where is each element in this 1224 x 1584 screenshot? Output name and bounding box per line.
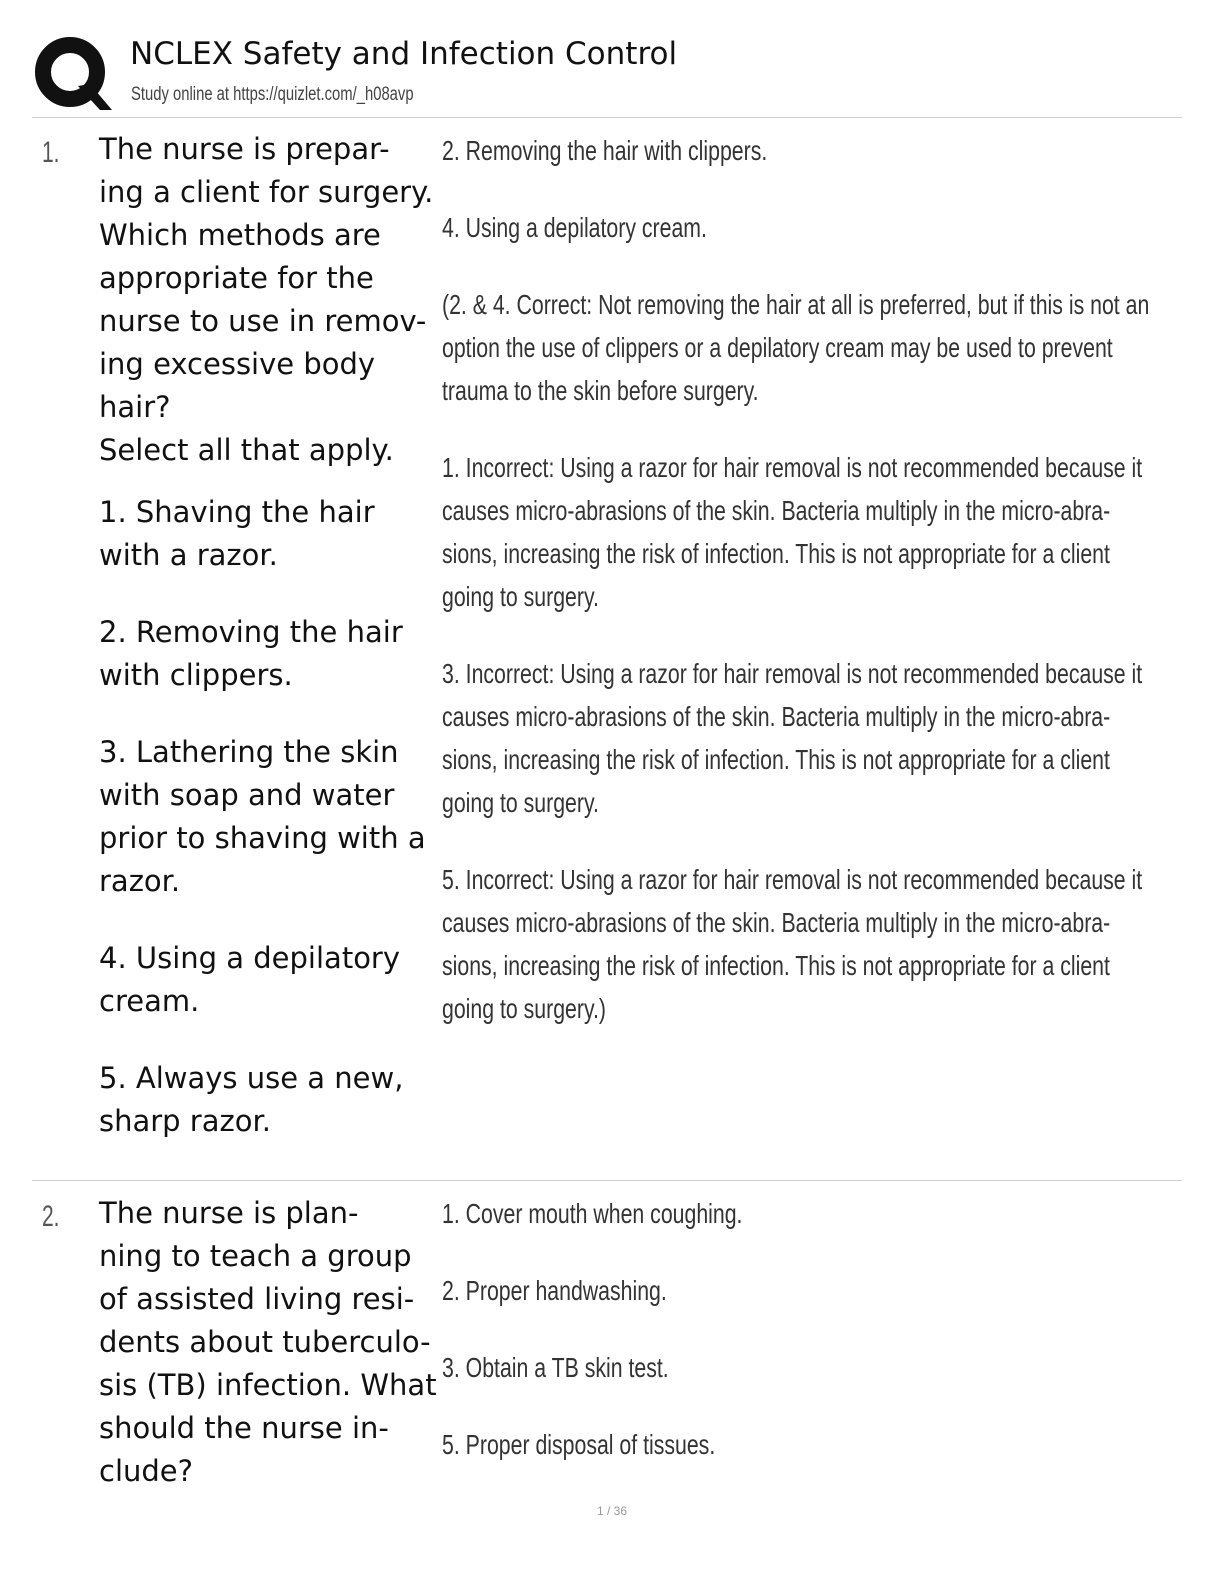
term-line: Select all that apply. [99,433,394,467]
term-line: should the nurse in- [99,1411,389,1445]
term-option: 1. Shaving the hair [99,495,375,529]
definition-paragraph: (2. & 4. Correct: Not removing the hair at all is preferred, but if this is not an option the use of clippers or a depilatory cream may be used to prevent trauma to the skin before surgery. [442,289,1150,406]
definition-paragraph: 3. Obtain a TB skin test. [442,1352,669,1383]
term-line: razor. [99,864,181,898]
term-line: with soap and water [99,778,395,812]
term-option: 4. Using a depilatory [99,941,401,975]
term-line: sis (TB) infection. What [99,1368,437,1402]
study-online-link[interactable]: Study online at https://quizlet.com/_h08avp [131,84,414,105]
card-term [99,128,439,1143]
card-number: 2. [42,1200,60,1233]
document-title: NCLEX Safety and Infection Control [130,36,678,72]
card-definition [442,1192,1164,1500]
term-line: The nurse is prepar- [99,132,390,166]
term-line: ing a client for surgery. [99,175,434,209]
term-line: dents about tuberculo- [99,1325,431,1359]
term-option: 3. Lathering the skin [99,735,399,769]
term-line: of assisted living resi- [99,1282,415,1316]
term-line: ing excessive body [99,347,376,381]
term-line: cream. [99,984,200,1018]
term-line: ning to teach a group [99,1239,412,1273]
definition-paragraph: 2. Proper handwashing. [442,1275,667,1306]
term-line: clude? [99,1454,194,1488]
term-line: with clippers. [99,658,293,692]
definition-paragraph: 1. Cover mouth when coughing. [442,1198,743,1229]
page-header [32,28,1182,118]
definition-paragraph: 3. Incorrect: Using a razor for hair removal is not recommended because it causes micro-abrasions of the skin. Bacteria multiply in the micro-abra- sions, increasing the risk of infection. This is not appropriate for a client going to surgery. [442,658,1143,818]
term-line: appropriate for the [99,261,374,295]
card-number: 1. [42,136,60,169]
card-divider [32,1180,1182,1181]
term-line: Which methods are [99,218,381,252]
page-number: 1 / 36 [596,1504,628,1518]
definition-paragraph: 5. Proper disposal of tissues. [442,1429,716,1460]
term-line: The nurse is plan- [99,1196,359,1230]
definition-paragraph: 4. Using a depilatory cream. [442,212,707,243]
definition-paragraph: 5. Incorrect: Using a razor for hair removal is not recommended because it causes micro-abrasions of the skin. Bacteria multiply in the micro-abra- sions, increasing the risk of infection. This is not appropriate for a client going to surgery.) [442,864,1143,1024]
term-line: hair? [99,390,171,424]
term-line: sharp razor. [99,1104,271,1138]
term-option: 2. Removing the hair [99,615,403,649]
quizlet-q-logo-icon [32,34,112,114]
term-line: nurse to use in remov- [99,304,427,338]
term-option: 5. Always use a new, [99,1061,404,1095]
card-definition [442,129,1164,1064]
card-term [99,1192,439,1493]
definition-paragraph: 1. Incorrect: Using a razor for hair removal is not recommended because it causes micro-abrasions of the skin. Bacteria multiply in the micro-abra- sions, increasing the risk of infection. This is not appropriate for a client going to surgery. [442,452,1143,612]
definition-paragraph: 2. Removing the hair with clippers. [442,135,768,166]
term-line: prior to shaving with a [99,821,426,855]
term-line: with a razor. [99,538,278,572]
header-divider [32,117,1182,118]
